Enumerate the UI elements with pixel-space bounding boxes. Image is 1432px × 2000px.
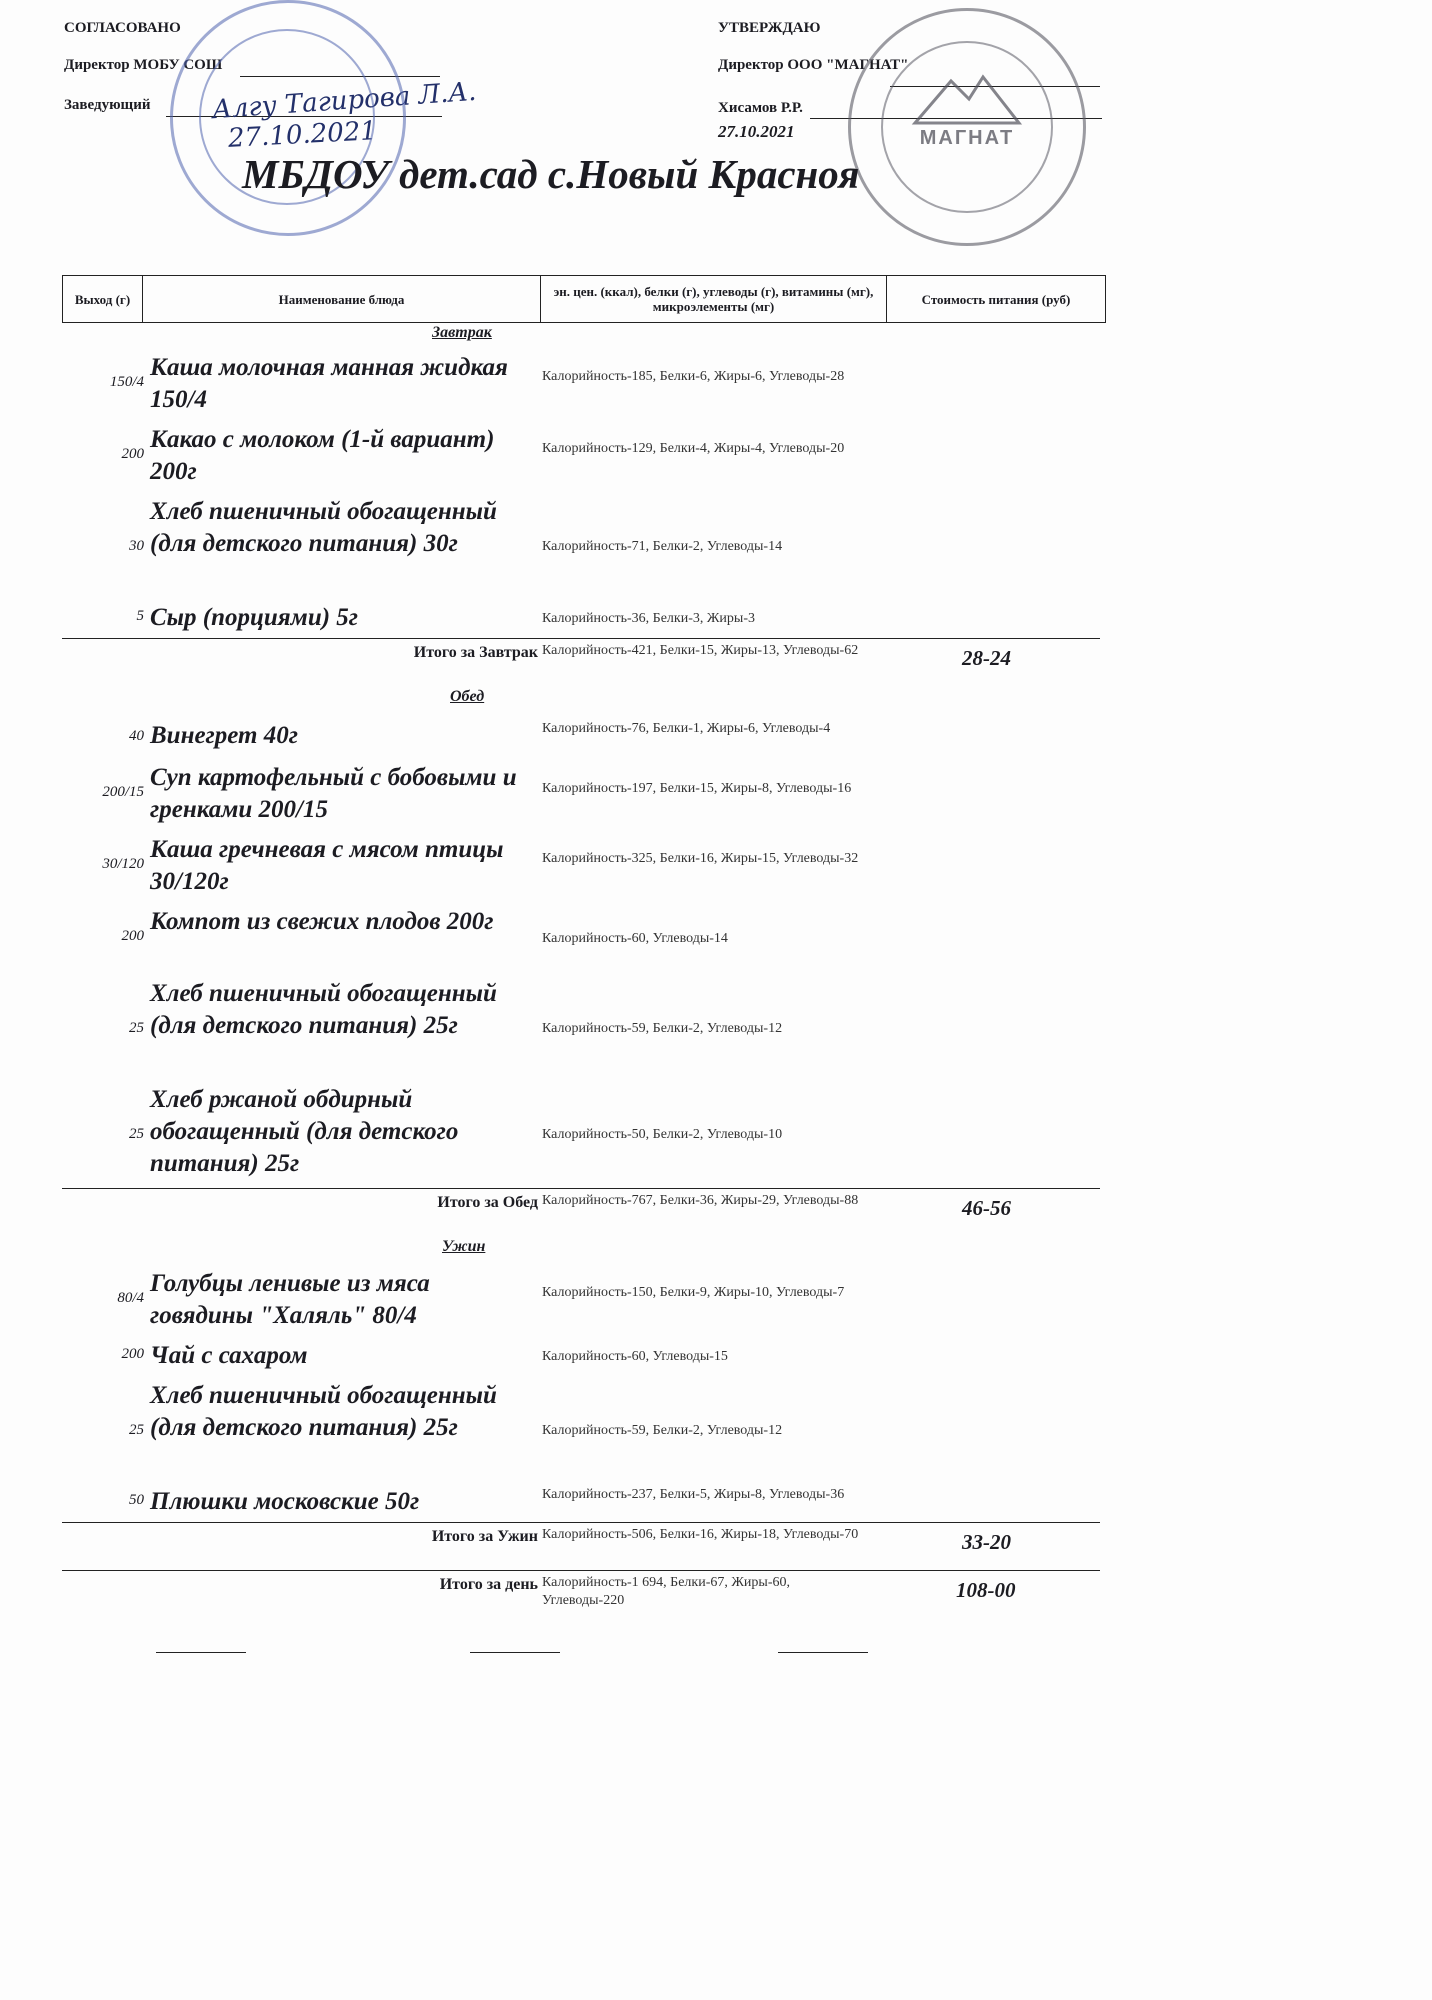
- item-dish: Компот из свежих плодов 200г: [150, 908, 494, 935]
- mountain-logo-icon: [911, 67, 1023, 127]
- item-dish: Винегрет 40г: [150, 722, 298, 749]
- col-header-cost: Стоимость питания (руб): [921, 291, 1071, 307]
- total-nutrition: Калорийность-767, Белки-36, Жиры-29, Углеводы-88: [542, 1193, 859, 1208]
- total-divider: [62, 1188, 1100, 1189]
- item-qty: 200: [121, 928, 144, 944]
- item-dish: Сыр (порциями) 5г: [150, 604, 359, 631]
- item-nutrition: Калорийность-50, Белки-2, Углеводы-10: [542, 1127, 783, 1142]
- item-nutrition: Калорийность-59, Белки-2, Углеводы-12: [542, 1423, 783, 1438]
- item-nutrition: Калорийность-60, Углеводы-14: [542, 931, 728, 946]
- section-title-breakfast: Завтрак: [432, 324, 492, 341]
- item-qty: 40: [129, 728, 144, 744]
- section-title-lunch: Обед: [450, 688, 485, 705]
- company-director-name: Хисамов Р.Р.: [718, 100, 803, 116]
- item-dish: Суп картофельный с бобовыми и гренками 200/15: [150, 764, 517, 823]
- page-title: МБДОУ дет.сад с.Новый Красноя: [242, 151, 860, 197]
- item-dish: Хлеб пшеничный обогащенный (для детского питания) 30г: [150, 498, 497, 557]
- total-nutrition: Калорийность-421, Белки-15, Жиры-13, Углеводы-62: [542, 643, 859, 658]
- school-director-label: Директор МОБУ СОШ: [64, 57, 223, 73]
- item-qty: 200: [121, 446, 144, 462]
- table-header: [62, 275, 1106, 323]
- item-qty: 5: [136, 608, 144, 624]
- item-nutrition: Калорийность-197, Белки-15, Жиры-8, Углеводы-16: [542, 781, 852, 796]
- school-stamp: [170, 0, 406, 236]
- item-qty: 25: [129, 1020, 144, 1036]
- item-dish: Хлеб пшеничный обогащенный (для детского питания) 25г: [150, 1382, 497, 1441]
- item-dish: Каша молочная манная жидкая 150/4: [150, 354, 508, 413]
- total-label: Итого за Ужин: [431, 1528, 538, 1545]
- item-nutrition: Калорийность-237, Белки-5, Жиры-8, Углеводы-36: [542, 1487, 845, 1502]
- magnat-stamp: [848, 8, 1086, 246]
- signature-blank: [778, 1652, 868, 1653]
- manager-label: Заведующий: [64, 97, 151, 113]
- total-cost: 33-20: [962, 1530, 1011, 1554]
- item-nutrition: Калорийность-71, Белки-2, Углеводы-14: [542, 539, 783, 554]
- agreed-heading: СОГЛАСОВАНО: [64, 20, 181, 36]
- total-nutrition: Калорийность-506, Белки-16, Жиры-18, Углеводы-70: [542, 1527, 859, 1542]
- total-cost: 46-56: [962, 1196, 1011, 1220]
- item-dish: Каша гречневая с мясом птицы 30/120г: [150, 836, 504, 895]
- magnat-stamp-text: МАГНАТ: [919, 127, 1015, 149]
- item-nutrition: Калорийность-60, Углеводы-15: [542, 1349, 728, 1364]
- item-nutrition: Калорийность-325, Белки-16, Жиры-15, Углеводы-32: [542, 851, 859, 866]
- day-total-divider: [62, 1570, 1100, 1571]
- item-dish: Чай с сахаром: [150, 1342, 308, 1369]
- total-label: Итого за Завтрак: [413, 644, 538, 661]
- section-title-dinner: Ужин: [442, 1238, 486, 1255]
- col-header-output: Выход (г): [63, 276, 143, 322]
- item-nutrition: Калорийность-59, Белки-2, Углеводы-12: [542, 1021, 783, 1036]
- item-qty: 50: [129, 1492, 144, 1508]
- company-director-label: Директор ООО "МАГНАТ": [718, 57, 909, 73]
- item-qty: 80/4: [117, 1290, 144, 1306]
- day-total-cost: 108-00: [956, 1578, 1016, 1602]
- item-qty: 200/15: [102, 784, 144, 800]
- total-cost: 28-24: [962, 646, 1011, 670]
- item-dish: Какао с молоком (1-й вариант) 200г: [150, 426, 495, 485]
- approved-heading: УТВЕРЖДАЮ: [718, 20, 821, 36]
- signature-blank: [470, 1652, 560, 1653]
- item-dish: Хлеб ржаной обдирный обогащенный (для детского питания) 25г: [150, 1086, 459, 1177]
- total-divider: [62, 638, 1100, 639]
- item-dish: Плюшки московские 50г: [150, 1488, 420, 1515]
- col-header-name: Наименование блюда: [143, 276, 541, 322]
- day-total-label: Итого за день: [439, 1576, 538, 1593]
- item-nutrition: Калорийность-185, Белки-6, Жиры-6, Углеводы-28: [542, 369, 845, 384]
- item-nutrition: Калорийность-36, Белки-3, Жиры-3: [542, 611, 755, 626]
- manager-handwritten-date: 27.10.2021: [227, 116, 378, 154]
- item-nutrition: Калорийность-150, Белки-9, Жиры-10, Углеводы-7: [542, 1285, 845, 1300]
- total-label: Итого за Обед: [437, 1194, 538, 1211]
- manager-handwritten-name: Алгу Тагирова Л.А.: [211, 76, 478, 126]
- item-qty: 30: [129, 538, 144, 554]
- item-nutrition: Калорийность-76, Белки-1, Жиры-6, Углеводы-4: [542, 721, 831, 736]
- col-header-nutrition: эн. цен. (ккал), белки (г), углеводы (г), витамины (мг), микроэлементы (мг): [541, 276, 887, 322]
- item-qty: 30/120: [102, 856, 144, 872]
- item-dish: Хлеб пшеничный обогащенный (для детского питания) 25г: [150, 980, 497, 1039]
- item-qty: 25: [129, 1126, 144, 1142]
- day-total-nutrition: Калорийность-1 694, Белки-67, Жиры-60, Углеводы-220: [542, 1575, 790, 1608]
- item-qty: 200: [121, 1346, 144, 1362]
- signature-blank: [156, 1652, 246, 1653]
- item-nutrition: Калорийность-129, Белки-4, Жиры-4, Углеводы-20: [542, 441, 845, 456]
- item-dish: Голубцы ленивые из мяса говядины "Халяль" 80/4: [150, 1270, 430, 1329]
- total-divider: [62, 1522, 1100, 1523]
- approval-date: 27.10.2021: [718, 122, 795, 141]
- item-qty: 25: [129, 1422, 144, 1438]
- item-qty: 150/4: [109, 374, 144, 390]
